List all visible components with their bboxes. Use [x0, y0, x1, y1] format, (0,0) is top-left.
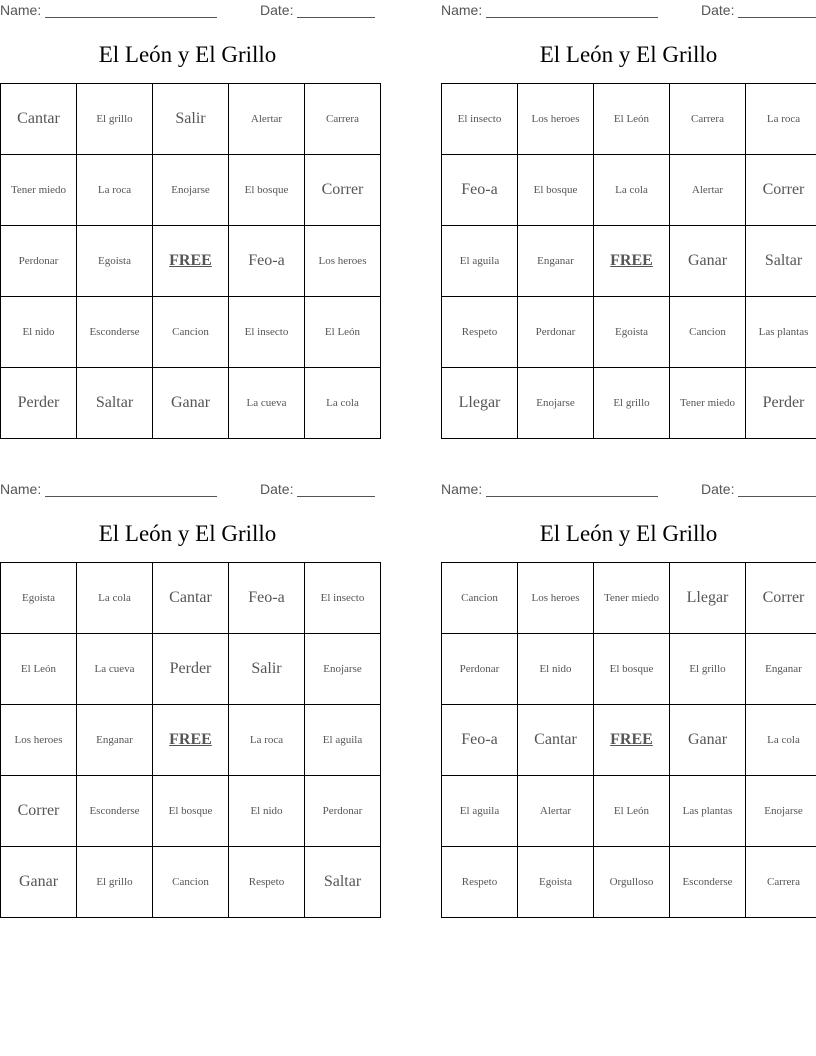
name-blank-line[interactable] — [45, 482, 217, 497]
bingo-cell[interactable]: Enojarse — [153, 155, 229, 226]
bingo-card — [441, 0, 816, 411]
free-space-cell[interactable]: FREE — [594, 226, 670, 297]
card-title: El León y El Grillo — [98, 521, 277, 546]
card-header — [441, 479, 816, 501]
free-space-cell[interactable]: FREE — [594, 705, 670, 776]
free-space-cell[interactable]: FREE — [153, 226, 229, 297]
name-blank-line[interactable] — [486, 482, 658, 497]
bingo-cell[interactable]: Orgulloso — [594, 847, 670, 918]
bingo-card — [0, 0, 375, 411]
grid-row — [1, 368, 381, 439]
bingo-cell[interactable]: El aguila — [305, 705, 381, 776]
bingo-cell[interactable]: Feo-a — [442, 155, 518, 226]
grid-row — [442, 226, 816, 297]
bingo-cell[interactable]: Alertar — [670, 155, 746, 226]
bingo-cell[interactable]: Alertar — [518, 776, 594, 847]
grid-row — [442, 84, 816, 155]
bingo-cell[interactable]: Egoista — [518, 847, 594, 918]
bingo-cell[interactable]: Saltar — [77, 368, 153, 439]
bingo-cell[interactable]: El León — [1, 634, 77, 705]
bingo-cell[interactable]: El insecto — [229, 297, 305, 368]
name-field — [0, 481, 217, 497]
bingo-cell[interactable]: La cola — [746, 705, 816, 776]
grid-row — [442, 563, 816, 634]
bingo-cell[interactable]: El León — [305, 297, 381, 368]
grid-row — [1, 705, 381, 776]
bingo-cell[interactable]: Enojarse — [746, 776, 816, 847]
bingo-cell[interactable]: Cancion — [670, 297, 746, 368]
bingo-cell[interactable]: Respeto — [442, 847, 518, 918]
bingo-cell[interactable]: Perder — [1, 368, 77, 439]
grid-row — [1, 776, 381, 847]
bingo-cell[interactable]: Cantar — [1, 84, 77, 155]
bingo-grid — [0, 562, 381, 918]
bingo-cell[interactable]: La cueva — [77, 634, 153, 705]
grid-row — [442, 155, 816, 226]
bingo-cell[interactable]: Esconderse — [670, 847, 746, 918]
date-blank-line[interactable] — [297, 3, 375, 18]
bingo-cell[interactable]: Los heroes — [305, 226, 381, 297]
bingo-cell[interactable]: Perdonar — [442, 634, 518, 705]
card-title: El León y El Grillo — [539, 42, 718, 67]
bingo-cell[interactable]: Esconderse — [77, 297, 153, 368]
date-label: Date: — [701, 481, 735, 497]
name-blank-line[interactable] — [45, 3, 217, 18]
name-label: Name: — [441, 481, 483, 497]
card-title: El León y El Grillo — [98, 42, 277, 67]
grid-row — [442, 847, 816, 918]
bingo-cell[interactable]: Enojarse — [305, 634, 381, 705]
grid-row — [1, 155, 381, 226]
bingo-cell[interactable]: El insecto — [305, 563, 381, 634]
bingo-cell[interactable]: El grillo — [77, 84, 153, 155]
bingo-cell[interactable]: Los heroes — [518, 84, 594, 155]
name-label: Name: — [0, 2, 42, 18]
bingo-grid — [441, 562, 816, 918]
bingo-cell[interactable]: Perdonar — [1, 226, 77, 297]
grid-row — [442, 368, 816, 439]
name-field — [441, 2, 658, 18]
bingo-cell[interactable]: El insecto — [442, 84, 518, 155]
bingo-grid — [0, 83, 381, 439]
bingo-cell[interactable]: Feo-a — [442, 705, 518, 776]
bingo-cell[interactable]: El nido — [1, 297, 77, 368]
grid-row — [442, 634, 816, 705]
bingo-cell[interactable]: El nido — [229, 776, 305, 847]
bingo-cell[interactable]: Salir — [153, 84, 229, 155]
card-header — [441, 0, 816, 22]
date-blank-line[interactable] — [738, 3, 816, 18]
card-header — [0, 0, 375, 22]
bingo-cell[interactable]: La cueva — [229, 368, 305, 439]
name-label: Name: — [0, 481, 42, 497]
bingo-cell[interactable]: Las plantas — [670, 776, 746, 847]
free-space-cell[interactable]: FREE — [153, 705, 229, 776]
bingo-cell[interactable]: Saltar — [305, 847, 381, 918]
grid-row — [442, 776, 816, 847]
bingo-cell[interactable]: El aguila — [442, 226, 518, 297]
bingo-cell[interactable]: Enganar — [77, 705, 153, 776]
bingo-cell[interactable]: Enganar — [746, 634, 816, 705]
bingo-cell[interactable]: Llegar — [670, 563, 746, 634]
bingo-cell[interactable]: Carrera — [670, 84, 746, 155]
bingo-cell[interactable]: El aguila — [442, 776, 518, 847]
bingo-cell[interactable]: Tener miedo — [1, 155, 77, 226]
date-blank-line[interactable] — [738, 482, 816, 497]
name-label: Name: — [441, 2, 483, 18]
bingo-grid — [441, 83, 816, 439]
bingo-cell[interactable]: Enojarse — [518, 368, 594, 439]
bingo-cell[interactable]: Los heroes — [1, 705, 77, 776]
bingo-cell[interactable]: Ganar — [670, 705, 746, 776]
date-label: Date: — [701, 2, 735, 18]
date-field — [701, 2, 816, 18]
bingo-cell[interactable]: Perdonar — [518, 297, 594, 368]
date-field — [260, 481, 375, 497]
name-field — [441, 481, 658, 497]
date-blank-line[interactable] — [297, 482, 375, 497]
bingo-cell[interactable]: Las plantas — [746, 297, 816, 368]
bingo-cell[interactable]: Carrera — [746, 847, 816, 918]
date-label: Date: — [260, 2, 294, 18]
bingo-cell[interactable]: Feo-a — [229, 563, 305, 634]
bingo-cell[interactable]: Alertar — [229, 84, 305, 155]
grid-row — [442, 297, 816, 368]
date-field — [260, 2, 375, 18]
bingo-cell[interactable]: Correr — [1, 776, 77, 847]
date-label: Date: — [260, 481, 294, 497]
bingo-cell[interactable]: El grillo — [670, 634, 746, 705]
card-title: El León y El Grillo — [539, 521, 718, 546]
bingo-cell[interactable]: Egoista — [594, 297, 670, 368]
bingo-cell[interactable]: La cola — [594, 155, 670, 226]
grid-row — [1, 634, 381, 705]
bingo-cell[interactable]: Llegar — [442, 368, 518, 439]
bingo-cell[interactable]: El León — [594, 776, 670, 847]
bingo-cell[interactable]: Correr — [746, 563, 816, 634]
bingo-cell[interactable]: Salir — [229, 634, 305, 705]
bingo-cell[interactable]: Esconderse — [77, 776, 153, 847]
bingo-cell[interactable]: El León — [594, 84, 670, 155]
bingo-cell[interactable]: Saltar — [746, 226, 816, 297]
bingo-cell[interactable]: Correr — [305, 155, 381, 226]
name-blank-line[interactable] — [486, 3, 658, 18]
bingo-cell[interactable]: La cola — [305, 368, 381, 439]
bingo-cell[interactable]: Tener miedo — [670, 368, 746, 439]
grid-row — [1, 847, 381, 918]
grid-row — [442, 705, 816, 776]
bingo-cell[interactable]: El grillo — [77, 847, 153, 918]
bingo-cell[interactable]: Feo-a — [229, 226, 305, 297]
bingo-cell[interactable]: Respeto — [442, 297, 518, 368]
bingo-cell[interactable]: Perder — [153, 634, 229, 705]
bingo-cell[interactable]: El bosque — [153, 776, 229, 847]
bingo-cell[interactable]: La roca — [77, 155, 153, 226]
date-field — [701, 481, 816, 497]
bingo-cell[interactable]: Egoista — [77, 226, 153, 297]
bingo-cell[interactable]: El nido — [518, 634, 594, 705]
bingo-cell[interactable]: Cancion — [442, 563, 518, 634]
bingo-cell[interactable]: El bosque — [518, 155, 594, 226]
bingo-cell[interactable]: Tener miedo — [594, 563, 670, 634]
bingo-cell[interactable]: Ganar — [1, 847, 77, 918]
grid-row — [1, 563, 381, 634]
bingo-card — [441, 479, 816, 888]
bingo-cell[interactable]: El bosque — [229, 155, 305, 226]
bingo-cell[interactable]: Ganar — [670, 226, 746, 297]
bingo-cell[interactable]: Cancion — [153, 297, 229, 368]
bingo-card — [0, 479, 375, 890]
bingo-cell[interactable]: La roca — [746, 84, 816, 155]
bingo-cell[interactable]: Cantar — [153, 563, 229, 634]
bingo-cell[interactable]: Perdonar — [305, 776, 381, 847]
card-header — [0, 479, 375, 501]
grid-row — [1, 226, 381, 297]
bingo-cell[interactable]: Ganar — [153, 368, 229, 439]
bingo-cell[interactable]: Carrera — [305, 84, 381, 155]
bingo-cell[interactable]: Egoista — [1, 563, 77, 634]
grid-row — [1, 297, 381, 368]
bingo-cell[interactable]: Respeto — [229, 847, 305, 918]
grid-row — [1, 84, 381, 155]
bingo-cell[interactable]: Cancion — [153, 847, 229, 918]
bingo-cell[interactable]: La cola — [77, 563, 153, 634]
bingo-cell[interactable]: Correr — [746, 155, 816, 226]
bingo-cell[interactable]: El bosque — [594, 634, 670, 705]
bingo-cell[interactable]: Enganar — [518, 226, 594, 297]
name-field — [0, 2, 217, 18]
bingo-cell[interactable]: La roca — [229, 705, 305, 776]
bingo-cell[interactable]: El grillo — [594, 368, 670, 439]
bingo-cell[interactable]: Los heroes — [518, 563, 594, 634]
bingo-cell[interactable]: Perder — [746, 368, 816, 439]
bingo-cell[interactable]: Cantar — [518, 705, 594, 776]
